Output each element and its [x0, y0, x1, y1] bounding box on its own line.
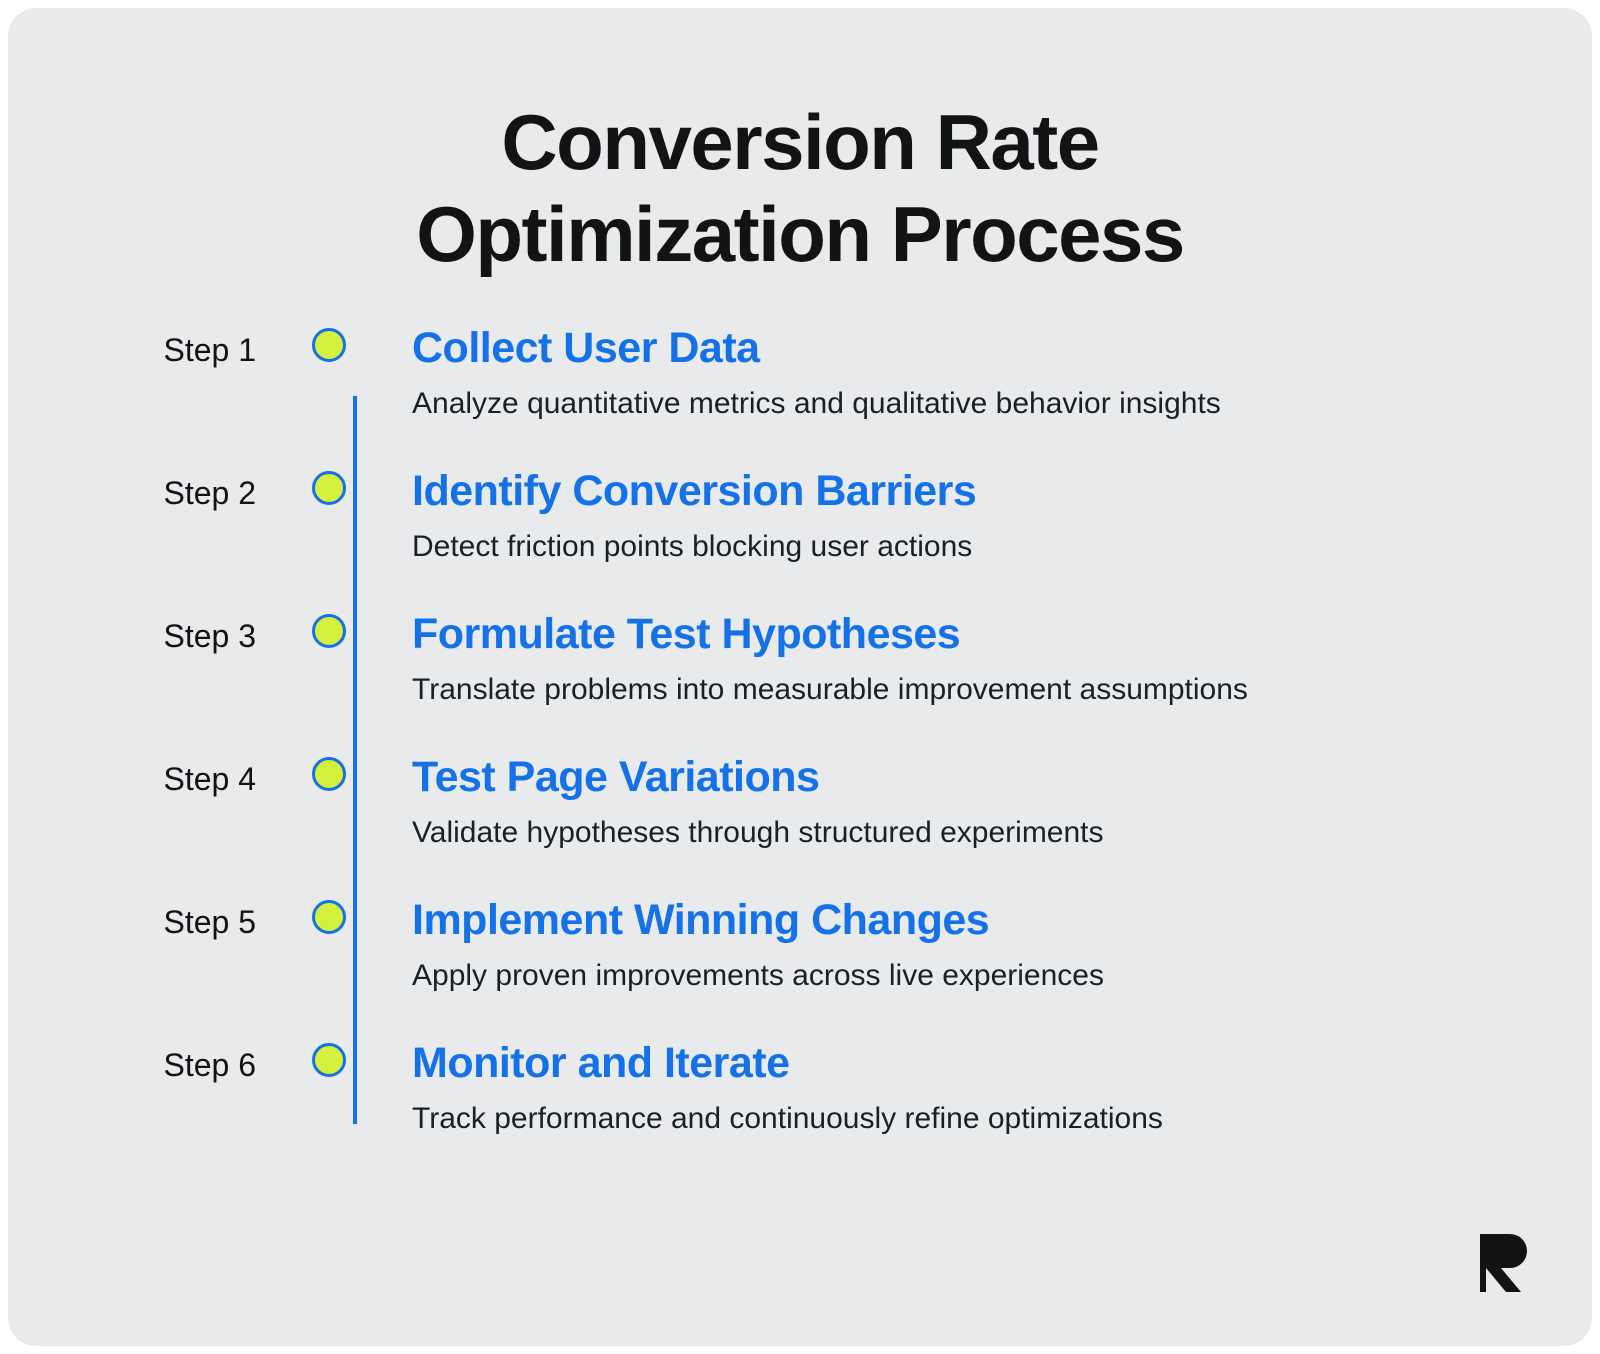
circle-marker-icon: [312, 328, 346, 362]
timeline-steps: [8, 326, 1592, 1184]
step-content: [354, 755, 1592, 852]
step-heading: Identify Conversion Barriers: [412, 467, 977, 516]
step-content: [354, 469, 1592, 566]
step-marker: [304, 755, 354, 791]
step-content: [354, 1041, 1592, 1138]
circle-marker-icon: [312, 900, 346, 934]
step-heading: Formulate Test Hypotheses: [412, 610, 961, 659]
step-description: Analyze quantitative metrics and qualitative behavior insights: [412, 387, 1221, 421]
step-marker: [304, 326, 354, 362]
step-heading: Collect User Data: [412, 324, 760, 373]
step-label: Step 6: [163, 1047, 256, 1084]
step-label: Step 3: [163, 618, 256, 655]
step-content: [354, 898, 1592, 995]
timeline-step: [8, 755, 1592, 898]
step-description: Track performance and continuously refine optimizations: [412, 1102, 1163, 1136]
page-title-line-1: Conversion Rate: [501, 98, 1099, 186]
infographic-canvas: [8, 8, 1592, 1346]
step-heading: Implement Winning Changes: [412, 896, 990, 945]
timeline-step: [8, 326, 1592, 469]
step-marker: [304, 469, 354, 505]
step-heading: Test Page Variations: [412, 753, 820, 802]
step-marker: [304, 1041, 354, 1077]
timeline-step: [8, 612, 1592, 755]
step-heading: Monitor and Iterate: [412, 1039, 790, 1088]
step-description: Detect friction points blocking user actions: [412, 530, 973, 564]
page-title: [8, 8, 1592, 280]
step-content: [354, 326, 1592, 423]
circle-marker-icon: [312, 614, 346, 648]
circle-marker-icon: [312, 471, 346, 505]
step-marker: [304, 612, 354, 648]
brand-logo-icon: [1474, 1232, 1536, 1294]
circle-marker-icon: [312, 1043, 346, 1077]
step-content: [354, 612, 1592, 709]
timeline-step: [8, 469, 1592, 612]
step-label: Step 1: [163, 332, 256, 369]
timeline-step: [8, 898, 1592, 1041]
page-title-line-2: Optimization Process: [416, 190, 1184, 279]
step-marker: [304, 898, 354, 934]
step-description: Validate hypotheses through structured experiments: [412, 816, 1104, 850]
circle-marker-icon: [312, 757, 346, 791]
step-label: Step 2: [163, 475, 256, 512]
step-label: Step 4: [163, 761, 256, 798]
step-description: Translate problems into measurable improvement assumptions: [412, 673, 1248, 707]
step-description: Apply proven improvements across live experiences: [412, 959, 1104, 993]
step-label: Step 5: [163, 904, 256, 941]
timeline-step: [8, 1041, 1592, 1184]
